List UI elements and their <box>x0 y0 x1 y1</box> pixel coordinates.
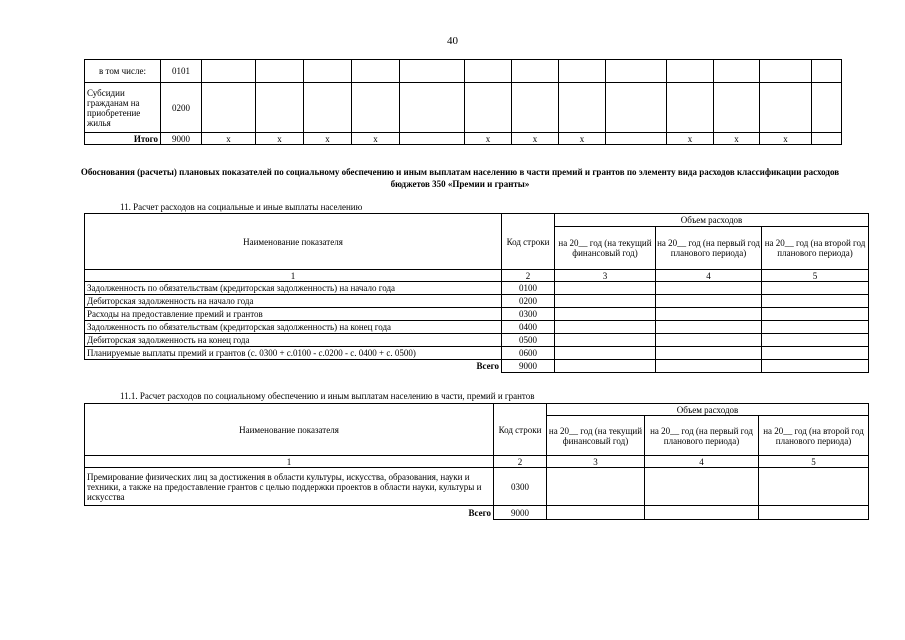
row-name: Задолженность по обязательствам (кредиторская задолженность) на начало года <box>85 282 502 295</box>
table-cell <box>400 60 465 83</box>
value-cell <box>547 506 645 520</box>
table-cell <box>512 83 559 133</box>
table-row <box>85 308 869 321</box>
column-number: 2 <box>502 270 555 282</box>
table-cell: x <box>667 133 714 145</box>
row-code: 0200 <box>161 83 202 133</box>
table-row <box>85 83 842 133</box>
table-cell <box>559 83 606 133</box>
table-cell: x <box>256 133 304 145</box>
column-header-year2: на 20__ год (на первый год планового периода) <box>645 416 759 456</box>
table-cell <box>559 60 606 83</box>
table-cell <box>400 133 465 145</box>
value-cell <box>759 506 869 520</box>
column-number: 5 <box>759 456 869 468</box>
total-code: 9000 <box>502 360 555 373</box>
column-number: 3 <box>547 456 645 468</box>
table-header-row <box>85 404 869 416</box>
table-cell <box>400 83 465 133</box>
table-cell <box>352 60 400 83</box>
section-heading: Обоснования (расчеты) плановых показателей по социальному обеспечению и иным выплатам населению в части премий и грантов по элементу вида расходов классификации расходов бюджетов 350 «Премии и гранты» <box>80 167 840 189</box>
table-cell <box>667 83 714 133</box>
value-cell <box>645 506 759 520</box>
value-cell <box>762 321 869 334</box>
total-code: 9000 <box>494 506 547 520</box>
table-cell <box>202 83 256 133</box>
table-cell <box>352 83 400 133</box>
table-row <box>85 334 869 347</box>
table-cell <box>512 60 559 83</box>
value-cell <box>656 282 762 295</box>
value-cell <box>645 468 759 506</box>
column-header-name: Наименование показателя <box>85 404 494 456</box>
table-cell <box>606 60 667 83</box>
row-code: 0200 <box>502 295 555 308</box>
row-label: в том числе: <box>85 60 161 83</box>
value-cell <box>762 360 869 373</box>
column-header-year2: на 20__ год (на первый год планового периода) <box>656 227 762 270</box>
value-cell <box>555 360 656 373</box>
value-cell <box>656 360 762 373</box>
table-cell <box>714 60 760 83</box>
column-header-volume: Объем расходов <box>547 404 869 416</box>
table-cell: x <box>512 133 559 145</box>
value-cell <box>762 282 869 295</box>
table-caption: 11.1. Расчет расходов по социальному обеспечению и иным выплатам населению в части, премий и грантов <box>120 391 535 401</box>
table-header-row <box>85 214 869 227</box>
table-row <box>85 60 842 83</box>
table-cell <box>465 83 512 133</box>
column-header-year3: на 20__ год (на второй год планового периода) <box>759 416 869 456</box>
column-number: 5 <box>762 270 869 282</box>
table-row <box>85 468 869 506</box>
table-cell: x <box>304 133 352 145</box>
column-numbers-row <box>85 270 869 282</box>
total-label: Всего <box>85 360 502 373</box>
table-cell <box>812 133 842 145</box>
row-code: 0101 <box>161 60 202 83</box>
row-code: 0100 <box>502 282 555 295</box>
table-cell <box>812 60 842 83</box>
column-number: 2 <box>494 456 547 468</box>
value-cell <box>555 308 656 321</box>
column-number: 1 <box>85 270 502 282</box>
value-cell <box>656 321 762 334</box>
table-cell <box>760 83 812 133</box>
table-cell: x <box>760 133 812 145</box>
expenses-table <box>84 213 869 373</box>
table-cell <box>606 83 667 133</box>
table-cell <box>812 83 842 133</box>
column-header-year1: на 20__ год (на текущий финансовый год) <box>555 227 656 270</box>
row-label: Субсидии гражданам на приобретение жилья <box>85 83 161 133</box>
row-name: Дебиторская задолженность на начало года <box>85 295 502 308</box>
row-name: Расходы на предоставление премий и грантов <box>85 308 502 321</box>
table-cell <box>202 60 256 83</box>
row-name: Задолженность по обязательствам (кредиторская задолженность) на конец года <box>85 321 502 334</box>
column-header-volume: Объем расходов <box>555 214 869 227</box>
row-name: Дебиторская задолженность на конец года <box>85 334 502 347</box>
table-cell <box>256 83 304 133</box>
column-number: 4 <box>656 270 762 282</box>
row-code: 9000 <box>161 133 202 145</box>
table-cell: x <box>465 133 512 145</box>
total-label: Всего <box>85 506 494 520</box>
value-cell <box>656 308 762 321</box>
column-header-name: Наименование показателя <box>85 214 502 270</box>
value-cell <box>555 295 656 308</box>
row-code: 0300 <box>494 468 547 506</box>
total-row <box>85 360 869 373</box>
value-cell <box>762 295 869 308</box>
table-cell <box>304 60 352 83</box>
table-cell <box>606 133 667 145</box>
value-cell <box>762 308 869 321</box>
column-header-code: Код строки <box>502 214 555 270</box>
value-cell <box>555 334 656 347</box>
column-header-year1: на 20__ год (на текущий финансовый год) <box>547 416 645 456</box>
table-cell <box>760 60 812 83</box>
total-row <box>85 506 869 520</box>
table-cell <box>256 60 304 83</box>
value-cell <box>656 295 762 308</box>
row-code: 0300 <box>502 308 555 321</box>
table-cell: x <box>714 133 760 145</box>
table-caption: 11. Расчет расходов на социальные и иные выплаты населению <box>120 202 363 212</box>
table-row <box>85 282 869 295</box>
table-row <box>85 133 842 145</box>
row-name: Планируемые выплаты премий и грантов (с. 0300 + с.0100 - с.0200 - с. 0400 + с. 0500) <box>85 347 502 360</box>
premiums-table <box>84 403 869 520</box>
top-table <box>84 59 842 145</box>
table-row <box>85 347 869 360</box>
table-row <box>85 295 869 308</box>
table-row <box>85 321 869 334</box>
row-name: Премирование физических лиц за достижения в области культуры, искусства, образования, науки и техники, а также на предоставление грантов с целью поддержки проектов в области науки, культуры и искусства <box>85 468 494 506</box>
table-cell: x <box>202 133 256 145</box>
value-cell <box>762 347 869 360</box>
table-cell <box>667 60 714 83</box>
page-number: 40 <box>447 35 458 47</box>
table-cell <box>465 60 512 83</box>
column-number: 3 <box>555 270 656 282</box>
table-cell: x <box>559 133 606 145</box>
row-label: Итого <box>85 133 161 145</box>
value-cell <box>555 347 656 360</box>
value-cell <box>759 468 869 506</box>
value-cell <box>762 334 869 347</box>
value-cell <box>555 282 656 295</box>
table-cell <box>304 83 352 133</box>
value-cell <box>555 321 656 334</box>
table-cell <box>714 83 760 133</box>
table-cell: x <box>352 133 400 145</box>
row-code: 0600 <box>502 347 555 360</box>
column-header-code: Код строки <box>494 404 547 456</box>
value-cell <box>656 347 762 360</box>
column-number: 4 <box>645 456 759 468</box>
column-header-year3: на 20__ год (на второй год планового периода) <box>762 227 869 270</box>
row-code: 0400 <box>502 321 555 334</box>
value-cell <box>656 334 762 347</box>
column-numbers-row <box>85 456 869 468</box>
column-number: 1 <box>85 456 494 468</box>
row-code: 0500 <box>502 334 555 347</box>
value-cell <box>547 468 645 506</box>
